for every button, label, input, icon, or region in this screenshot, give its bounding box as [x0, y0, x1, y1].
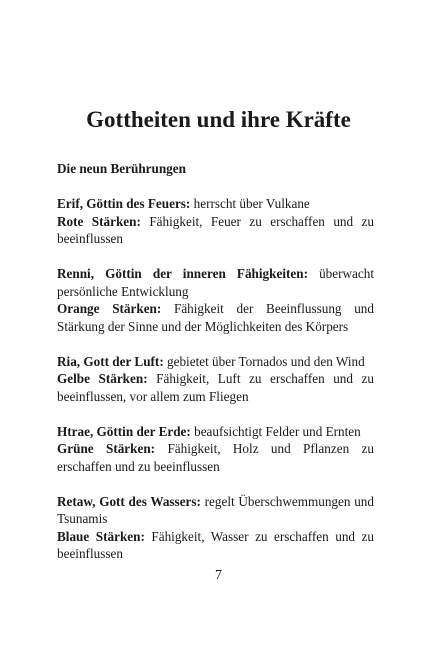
- deity-name: Ria, Gott der Luft:: [57, 353, 164, 369]
- strength-description: Fähigkeit, Wasser zu erschaffen und zu beeinflussen: [57, 528, 375, 561]
- page-title: Gottheiten und ihre Kräfte: [86, 107, 351, 132]
- deity-line: [57, 265, 374, 300]
- strength-name: Rote Stärken:: [57, 213, 141, 229]
- strength-name: Gelbe Stärken:: [57, 371, 148, 386]
- deity-description: beaufsichtigt Felder und Ernten: [190, 423, 361, 439]
- deity-name: Retaw, Gott des Wassers:: [57, 493, 201, 509]
- strength-description: Fähigkeit, Feuer zu erschaffen und zu beeinflussen: [57, 213, 374, 246]
- page-body: [57, 160, 374, 580]
- deity-entry-retaw: [57, 493, 374, 563]
- strength-description: Fähigkeit, Holz und Pflanzen zu erschaffen und zu beeinflussen: [57, 441, 374, 474]
- deity-entry-erif: [57, 195, 374, 248]
- deity-line: [57, 353, 374, 371]
- deity-entry-ria: [57, 353, 374, 406]
- strength-description: Fähigkeit, Luft zu erschaffen und zu beeinflussen, vor allem zum Fliegen: [57, 371, 374, 404]
- strength-line: [57, 213, 374, 248]
- strength-description: Fähigkeit der Beeinflussung und Stärkung der Sinne und der Möglichkeiten des Körpers: [57, 301, 374, 334]
- deity-name: Erif, Göttin des Feuers:: [57, 196, 191, 211]
- deity-line: [57, 493, 374, 528]
- strength-line: [57, 440, 374, 475]
- page-number: 7: [215, 568, 222, 583]
- deity-description: überwacht persönliche Entwicklung: [57, 266, 375, 299]
- deity-description: regelt Überschwemmungen und Tsunamis: [57, 493, 374, 526]
- deity-entry-htrae: [57, 423, 374, 476]
- deity-line: [57, 195, 374, 213]
- deity-description: herrscht über Vulkane: [190, 196, 310, 211]
- strength-name: Grüne Stärken:: [57, 441, 156, 456]
- deity-entry-renni: [57, 265, 374, 335]
- deity-line: [57, 423, 374, 441]
- strength-line: [57, 300, 374, 335]
- strength-line: [57, 528, 374, 563]
- deity-name: Htrae, Göttin der Erde:: [57, 423, 191, 439]
- strength-name: Orange Stärken:: [57, 301, 162, 316]
- strength-name: Blaue Stärken:: [57, 528, 145, 544]
- deity-name: Renni, Göttin der inneren Fähigkeiten:: [57, 266, 308, 281]
- deity-description: gebietet über Tornados und den Wind: [163, 353, 365, 369]
- section-heading: Die neun Berührungen: [57, 161, 186, 176]
- strength-line: [57, 370, 374, 405]
